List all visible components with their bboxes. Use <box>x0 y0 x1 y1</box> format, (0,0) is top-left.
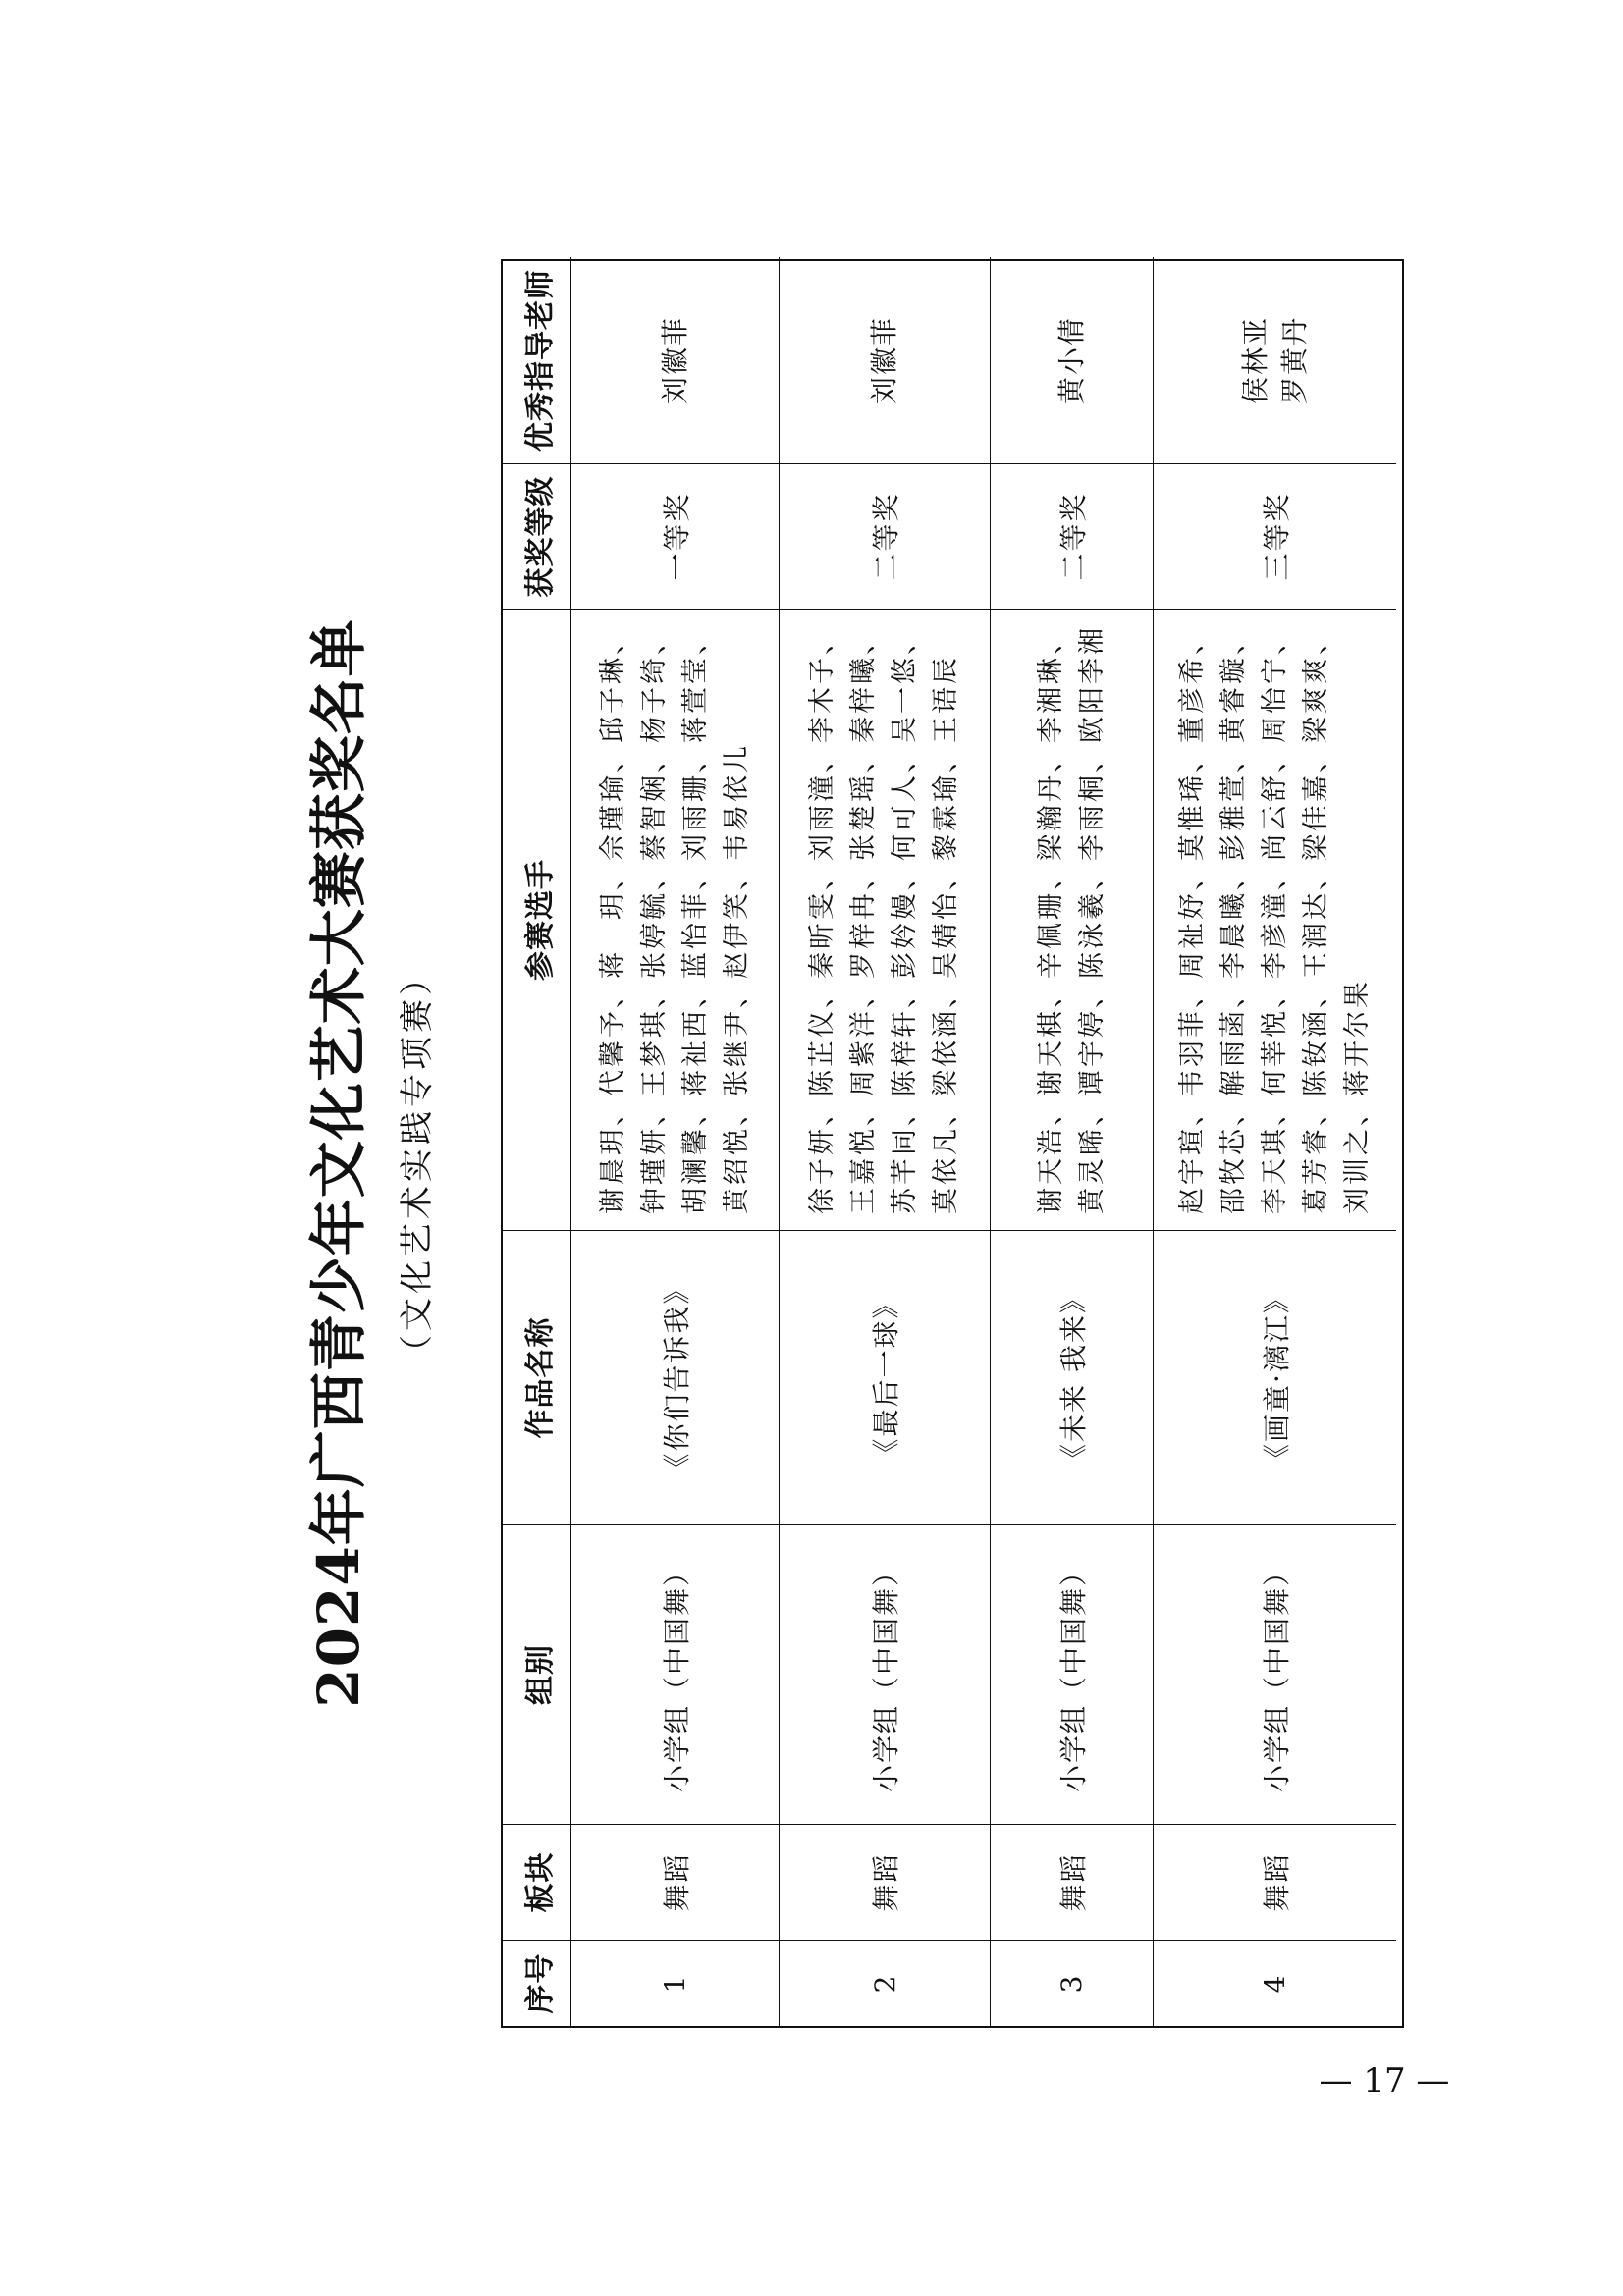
teacher-name: 刘徽菲 <box>658 316 691 405</box>
row-participants <box>780 609 991 1230</box>
row-index: 3 <box>991 1940 1154 2026</box>
participants-text: 徐子妍、陈芷仪、秦昕雯、刘雨潼、李木子、王嘉悦、周紫洋、罗梓冉、张楚瑶、秦梓曦、苏芊同、陈梓轩、彭妗嫚、何可人、吴一悠、莫依凡、梁依涵、吴婧怡、黎霖瑜、王语辰 <box>807 625 961 1214</box>
row-group: 小学组（中国舞） <box>991 1524 1154 1824</box>
row-category: 舞蹈 <box>991 1824 1154 1940</box>
row-group: 小学组（中国舞） <box>780 1524 991 1824</box>
row-participants <box>991 609 1154 1230</box>
header-participants: 参赛选手 <box>503 609 571 1230</box>
row-index: 1 <box>571 1940 780 2026</box>
row-participants <box>1154 609 1396 1230</box>
row-work: 《画童·漓江》 <box>1154 1230 1396 1524</box>
header-award: 获奖等级 <box>503 463 571 609</box>
row-work: 《未来 我来》 <box>991 1230 1154 1524</box>
row-teacher <box>991 257 1154 463</box>
row-award: 二等奖 <box>991 463 1154 609</box>
row-award: 一等奖 <box>571 463 780 609</box>
row-category: 舞蹈 <box>1154 1824 1396 1940</box>
teacher-name: 刘徽菲 <box>868 316 900 405</box>
page-number: — 17 — <box>1319 2061 1450 2101</box>
row-teacher <box>1154 257 1396 463</box>
row-award: 三等奖 <box>1154 463 1396 609</box>
participants-text: 谢晨玥、代馨予、蒋 玥、佘瑾瑜、邱子琳、钟瑾妍、王梦琪、张婷毓、蔡智娴、杨子绮、胡澜馨、蒋祉西、蓝怡菲、刘雨珊、蒋萱莹、黄绍悦、张继尹、赵伊笑、韦易依儿 <box>597 625 752 1214</box>
teacher-name: 侯林亚 <box>1238 316 1271 405</box>
row-teacher <box>571 257 780 463</box>
participants-text: 谢天浩、谢天棋、辛佩珊、梁瀚丹、李湘琳、黄灵晞、谭宇婷、陈泳羲、李雨桐、欧阳李湘 <box>1035 625 1108 1214</box>
row-index: 2 <box>780 1940 991 2026</box>
header-category: 板块 <box>503 1824 571 1940</box>
row-work: 《最后一球》 <box>780 1230 991 1524</box>
header-index: 序号 <box>503 1940 571 2026</box>
header-teacher: 优秀指导老师 <box>503 257 571 463</box>
teacher-name: 罗黄丹 <box>1277 316 1311 405</box>
row-index: 4 <box>1154 1940 1396 2026</box>
row-group: 小学组（中国舞） <box>571 1524 780 1824</box>
rotated-page-content <box>295 255 1623 2071</box>
row-participants <box>571 609 780 1230</box>
row-teacher <box>780 257 991 463</box>
teacher-name: 黄小倩 <box>1055 316 1088 405</box>
row-group: 小学组（中国舞） <box>1154 1524 1396 1824</box>
row-award: 二等奖 <box>780 463 991 609</box>
row-category: 舞蹈 <box>571 1824 780 1940</box>
document-title: 2024年广西青少年文化艺术大赛获奖名单 <box>305 618 372 1708</box>
row-category: 舞蹈 <box>780 1824 991 1940</box>
row-work: 《你们告诉我》 <box>571 1230 780 1524</box>
awards-table <box>501 259 1404 2028</box>
participants-text: 赵宇瑄、韦羽菲、周祉妤、莫惟琋、董彦希、邵牧芯、解雨菡、李晨曦、彭雅萱、黄睿璇、李天琪、何莘悦、李彦潼、尚云舒、周怡宁、葛芳睿、陈钕涵、王润达、梁佳嘉、梁爽爽、刘训之、蒋开尔果 <box>1176 625 1373 1214</box>
document-subtitle: （文化艺术实践专项赛） <box>398 958 437 1368</box>
header-group: 组别 <box>503 1524 571 1824</box>
header-work: 作品名称 <box>503 1230 571 1524</box>
